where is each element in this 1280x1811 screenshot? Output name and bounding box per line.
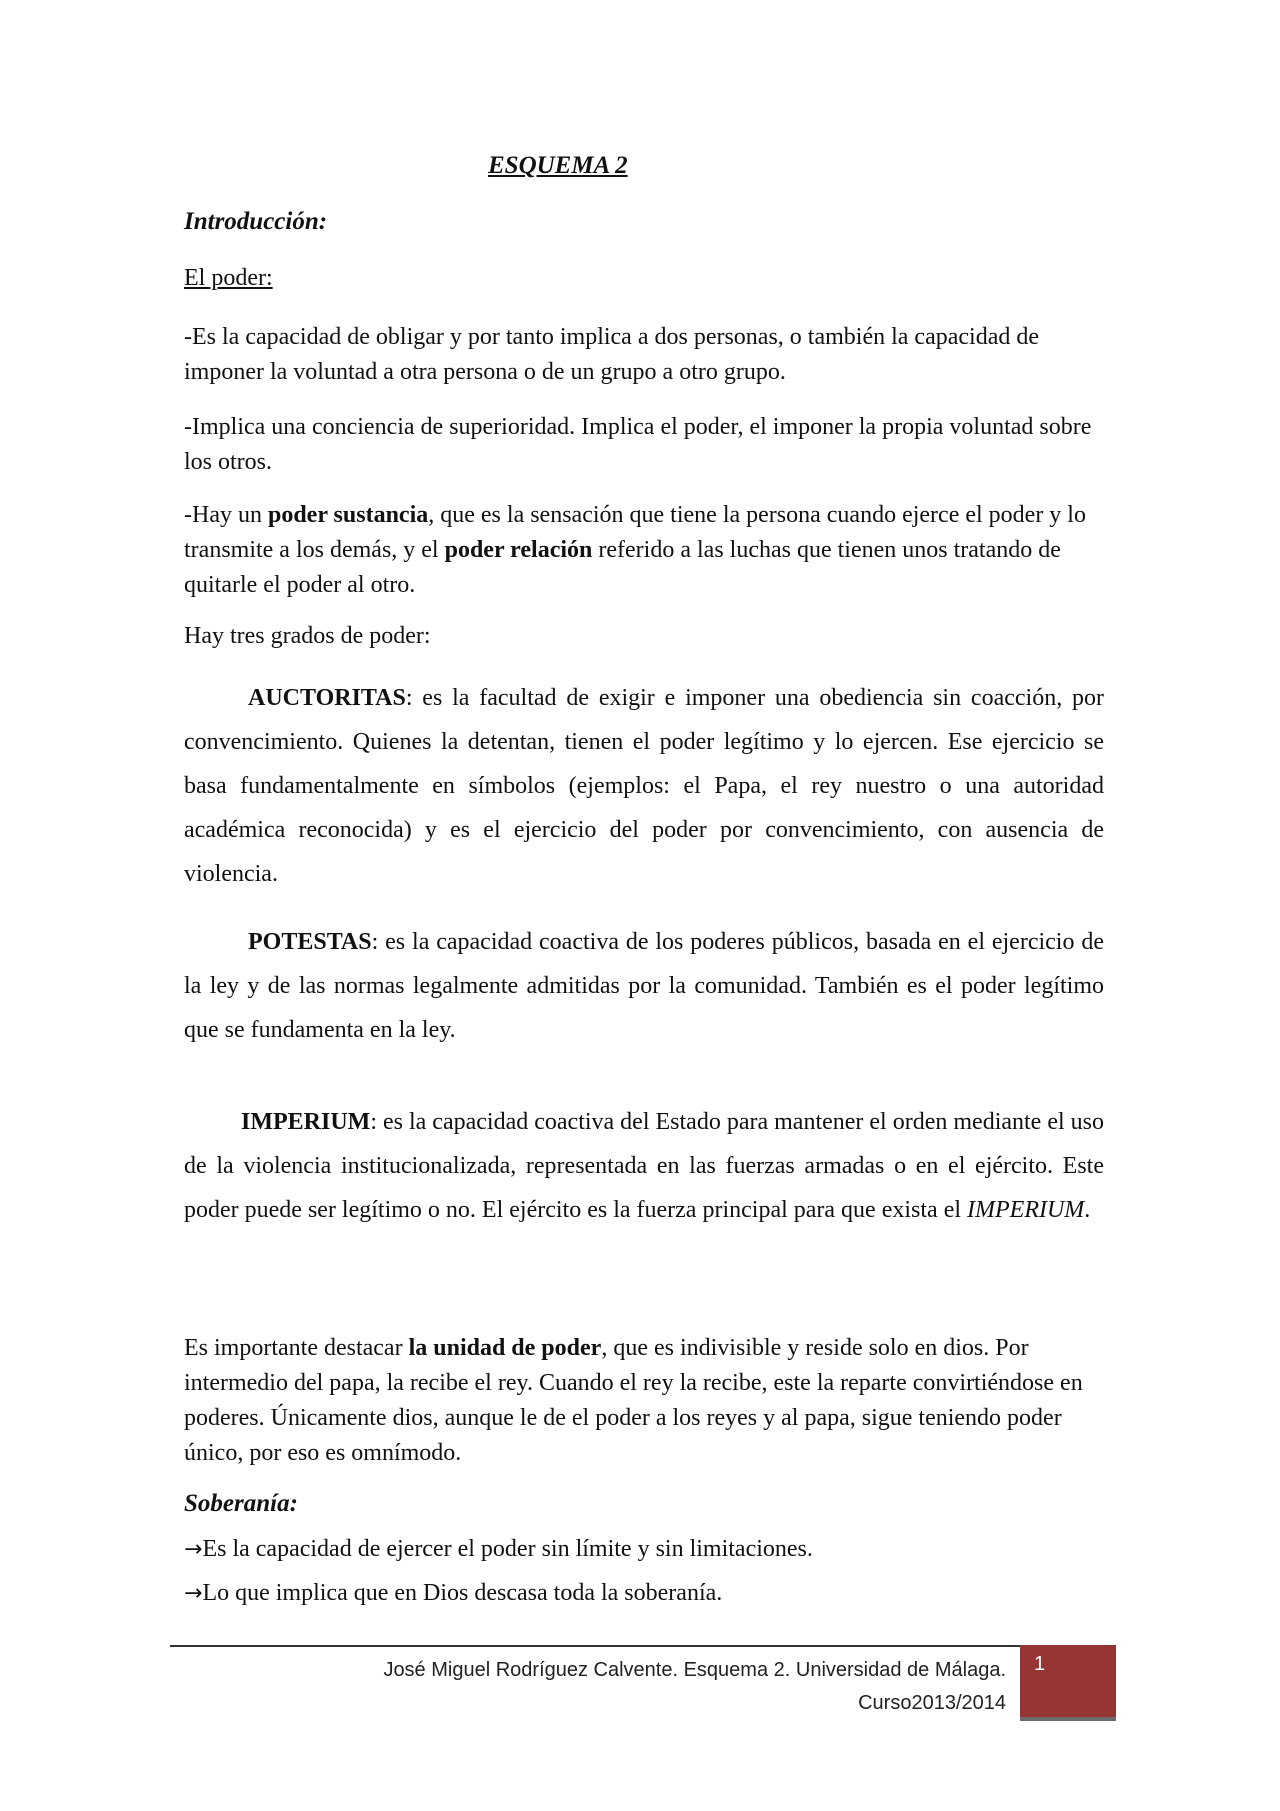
imperium-end: . <box>1084 1197 1091 1223</box>
unidad-text-c: , que es indivisible y reside solo en dios. Por intermedio del papa, la recibe el rey. Cuando el rey la recibe, este la reparte convirtiéndose en poderes. Únicamente dios, aunque le de el poder a los reyes y al papa, sigue teniendo poder único, por eso es omnímodo. <box>184 1335 1083 1466</box>
imperium-text: : es la capacidad coactiva del Estado para mantener el orden mediante el uso de la violencia institucionalizada, representada en las fuerzas armadas o en el ejército. Este poder puede ser legítimo o no. El ejército es la fuerza principal para que exista el <box>184 1109 1104 1223</box>
tres-grados-intro: Hay tres grados de poder: <box>184 623 431 649</box>
imperium-italic: IMPERIUM <box>967 1197 1085 1223</box>
soberania-item-2 <box>184 1580 1104 1607</box>
potestas-text: : es la capacidad coactiva de los poderes públicos, basada en el ejercicio de la ley y de las normas legalmente admitidas por la comunidad. También es el poder legítimo que se fundamenta en la ley. <box>184 929 1104 1043</box>
arrow-right-icon: → <box>184 1537 203 1562</box>
poder-relacion-term: poder relación <box>444 537 593 563</box>
el-poder-heading: El poder: <box>184 265 273 291</box>
p3-text-a: -Hay un <box>184 502 268 528</box>
footer-text <box>286 1654 1006 1720</box>
footer-divider <box>170 1645 1116 1647</box>
soberania-item-text: Es la capacidad de ejercer el poder sin límite y sin limitaciones. <box>202 1536 813 1562</box>
p3-text-c: , que es la sensación que tiene la persona cuando ejerce el poder y lo transmite a los demás, y el <box>184 502 1086 563</box>
soberania-heading: Soberanía: <box>184 1490 298 1517</box>
introduccion-heading: Introducción: <box>184 208 328 235</box>
page-number-box <box>1020 1645 1116 1721</box>
soberania-item-1 <box>184 1536 1104 1563</box>
imperium-paragraph <box>184 1100 1104 1232</box>
page-number: 1 <box>1034 1653 1046 1675</box>
unidad-de-poder-paragraph <box>184 1331 1104 1471</box>
soberania-item-text: Lo que implica que en Dios descasa toda la soberanía. <box>202 1580 723 1606</box>
paragraph-superioridad: -Implica una conciencia de superioridad. Implica el poder, el imponer la propia voluntad sobre los otros. <box>184 414 1092 475</box>
unidad-term: la unidad de poder <box>408 1335 602 1361</box>
document-title: ESQUEMA 2 <box>488 152 628 179</box>
auctoritas-paragraph <box>184 676 1104 896</box>
p3-text-e: referido a las luchas que tienen unos tratando de quitarle el poder al otro. <box>184 537 1061 598</box>
arrow-right-icon: → <box>184 1581 203 1606</box>
potestas-term: POTESTAS <box>248 929 372 955</box>
paragraph-poder-sustancia <box>184 498 1104 603</box>
imperium-term: IMPERIUM <box>241 1109 371 1135</box>
unidad-text-a: Es importante destacar <box>184 1335 409 1361</box>
auctoritas-text: : es la facultad de exigir e imponer una obediencia sin coacción, por convencimiento. Quienes la detentan, tienen el poder legítimo y lo ejercen. Ese ejercicio se basa fundamentalmente en símbolos (ejemplos: el Papa, el rey nuestro o una autoridad académica reconocida) y es el ejercicio del poder por convencimiento, con ausencia de violencia. <box>184 685 1104 887</box>
footer-course-line: Curso2013/2014 <box>858 1692 1006 1714</box>
auctoritas-term: AUCTORITAS <box>248 685 406 711</box>
poder-sustancia-term: poder sustancia <box>267 502 429 528</box>
footer-author-line: José Miguel Rodríguez Calvente. Esquema 2. Universidad de Málaga. <box>383 1659 1006 1681</box>
paragraph-capacidad: -Es la capacidad de obligar y por tanto implica a dos personas, o también la capacidad de imponer la voluntad a otra persona o de un grupo a otro grupo. <box>184 324 1040 385</box>
potestas-paragraph <box>184 920 1104 1052</box>
